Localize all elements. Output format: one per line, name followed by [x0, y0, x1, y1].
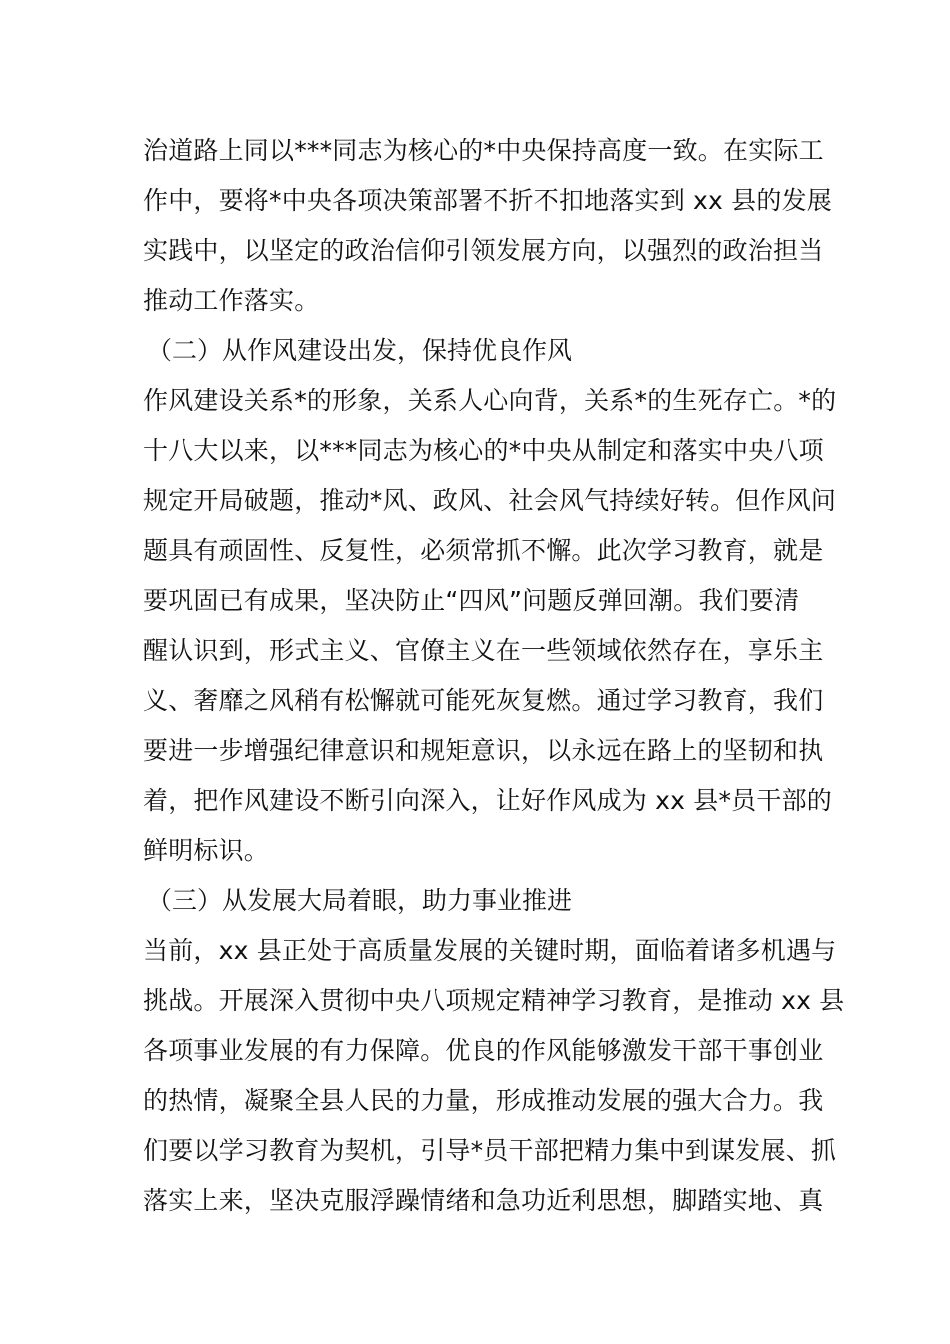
- text-line: 要进一步增强纪律意识和规矩意识，以永远在路上的坚韧和执: [143, 736, 824, 765]
- text-line: 作中，要将*中央各项决策部署不折不扣地落实到 xx 县的发展: [143, 186, 832, 215]
- text-line: 推动工作落实。: [143, 286, 320, 315]
- text-line: 要巩固已有成果，坚决防止“四风”问题反弹回潮。我们要清: [143, 586, 800, 615]
- text-line: 实践中，以坚定的政治信仰引领发展方向，以强烈的政治担当: [143, 236, 824, 265]
- text-line: 十八大以来，以***同志为核心的*中央从制定和落实中央八项: [143, 436, 824, 465]
- document-body: [143, 126, 845, 1226]
- text-line: 的热情，凝聚全县人民的力量，形成推动发展的强大合力。我: [143, 1086, 824, 1115]
- text-line: 着，把作风建设不断引向深入，让好作风成为 xx 县*员干部的: [143, 786, 832, 815]
- text-line: 当前，xx 县正处于高质量发展的关键时期，面临着诸多机遇与: [143, 936, 837, 965]
- section-heading: （三）从发展大局着眼，助力事业推进: [147, 886, 573, 915]
- text-line: 题具有顽固性、反复性，必须常抓不懈。此次学习教育，就是: [143, 536, 824, 565]
- text-line: 鲜明标识。: [143, 836, 270, 865]
- text-line: 们要以学习教育为契机，引导*员干部把精力集中到谋发展、抓: [143, 1136, 837, 1165]
- text-line: 规定开局破题，推动*风、政风、社会风气持续好转。但作风问: [143, 486, 837, 515]
- text-line: 挑战。开展深入贯彻中央八项规定精神学习教育，是推动 xx 县: [143, 986, 845, 1015]
- section-heading: （二）从作风建设出发，保持优良作风: [147, 336, 573, 365]
- text-line: 治道路上同以***同志为核心的*中央保持高度一致。在实际工: [143, 136, 824, 165]
- text-line: 各项事业发展的有力保障。优良的作风能够激发干部干事创业: [143, 1036, 824, 1065]
- text-line: 义、奢靡之风稍有松懈就可能死灰复燃。通过学习教育，我们: [143, 686, 824, 715]
- text-line: 作风建设关系*的形象，关系人心向背，关系*的生死存亡。*的: [143, 386, 837, 415]
- text-line: 落实上来，坚决克服浮躁情绪和急功近利思想，脚踏实地、真: [143, 1186, 824, 1215]
- text-line: 醒认识到，形式主义、官僚主义在一些领域依然存在，享乐主: [143, 636, 824, 665]
